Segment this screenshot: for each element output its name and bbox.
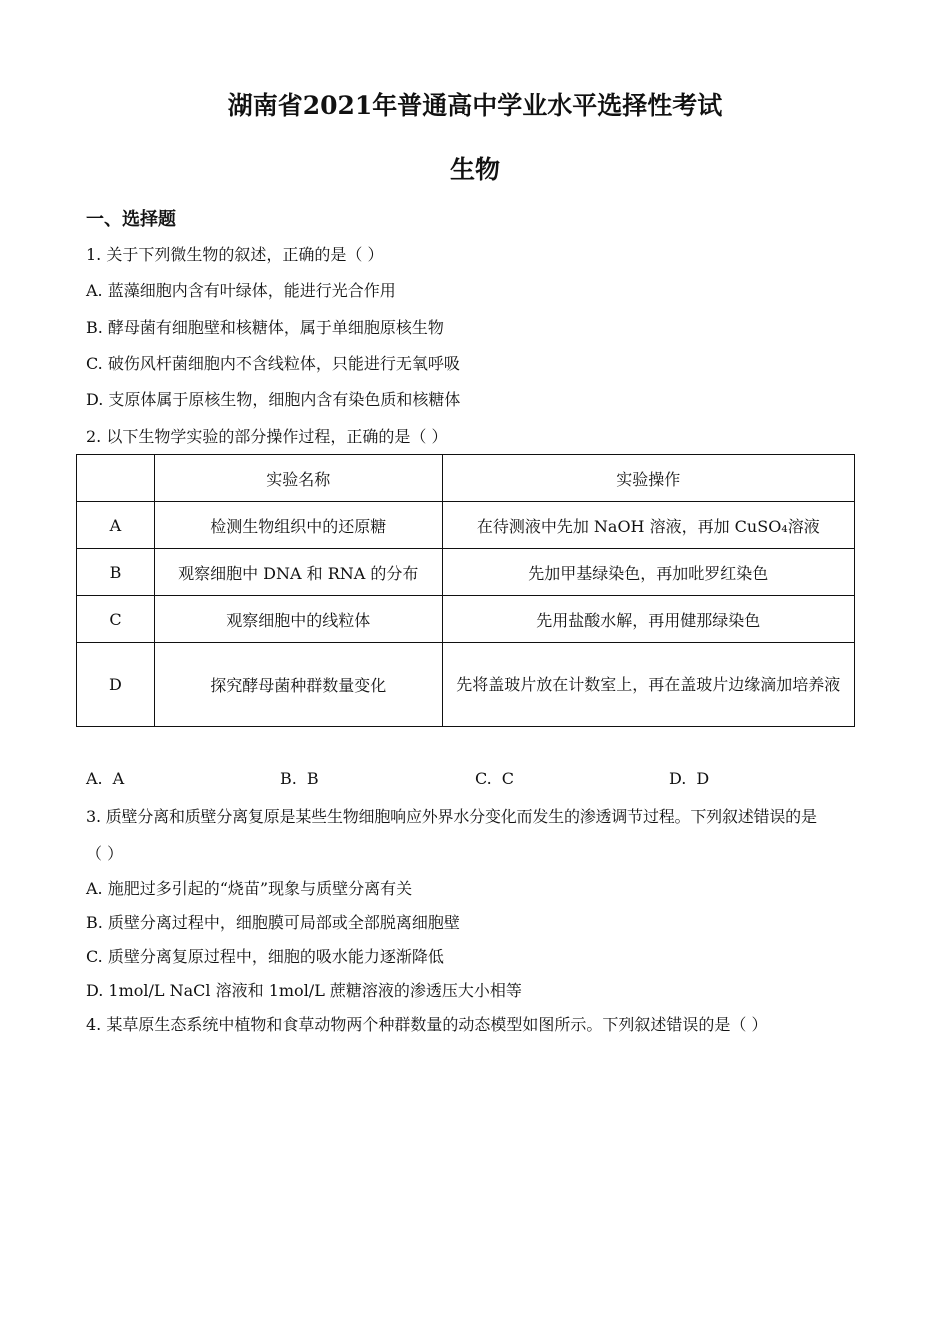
q1-option-c: C. 破伤风杆菌细胞内不含线粒体，只能进行无氧呼吸	[86, 354, 460, 373]
q1-option-d: D. 支原体属于原核生物，细胞内含有染色质和核糖体	[86, 390, 461, 409]
table-cell-operation: 在待测液中先加 NaOH 溶液，再加 CuSO₄溶液	[442, 502, 854, 549]
choice-key: B.	[280, 769, 297, 788]
section-heading: 一、选择题	[86, 209, 176, 230]
table-header-cell: 实验操作	[442, 455, 854, 502]
q3-stem-line1: 3. 质壁分离和质壁分离复原是某些生物细胞响应外界水分变化而发生的渗透调节过程。下列叙述错误的是	[86, 807, 817, 826]
q3-stem-line2: （ ）	[86, 844, 124, 863]
table-cell-label: C	[77, 596, 155, 643]
exam-title: 湖南省2021年普通高中学业水平选择性考试	[227, 91, 723, 120]
table-cell-experiment: 观察细胞中的线粒体	[154, 596, 442, 643]
table-row	[77, 502, 855, 549]
choice-value: C	[501, 769, 515, 788]
table-cell-operation: 先将盖玻片放在计数室上，再在盖玻片边缘滴加培养液	[442, 643, 854, 727]
table-cell-label: A	[77, 502, 155, 549]
choice-value: D	[696, 769, 710, 788]
table-cell-experiment: 检测生物组织中的还原糖	[154, 502, 442, 549]
table-row	[77, 549, 855, 596]
q2-choice-c	[475, 769, 514, 788]
table-cell-label: B	[77, 549, 155, 596]
q2-choice-b	[280, 769, 319, 788]
q2-choice-a	[86, 769, 124, 788]
q3-option-a: A. 施肥过多引起的“烧苗”现象与质壁分离有关	[86, 879, 413, 898]
table-cell-experiment: 观察细胞中 DNA 和 RNA 的分布	[154, 549, 442, 596]
subject-title: 生物	[449, 155, 500, 184]
table-row	[77, 596, 855, 643]
choice-key: D.	[669, 769, 687, 788]
q1-option-a: A. 蓝藻细胞内含有叶绿体，能进行光合作用	[86, 281, 396, 300]
q3-option-d: D. 1mol/L NaCl 溶液和 1mol/L 蔗糖溶液的渗透压大小相等	[86, 981, 522, 1000]
table-header-row	[77, 455, 855, 502]
choice-key: C.	[475, 769, 492, 788]
table-cell-experiment: 探究酵母菌种群数量变化	[154, 643, 442, 727]
choice-key: A.	[86, 769, 103, 788]
q2-stem: 2. 以下生物学实验的部分操作过程，正确的是（ ）	[86, 427, 448, 446]
table-row	[77, 643, 855, 727]
q3-option-b: B. 质壁分离过程中，细胞膜可局部或全部脱离细胞壁	[86, 913, 460, 932]
q1-stem: 1. 关于下列微生物的叙述，正确的是（ ）	[86, 245, 384, 264]
table-cell-operation: 先加甲基绿染色，再加吡罗红染色	[442, 549, 854, 596]
choice-value: A	[112, 769, 125, 788]
q2-choice-d	[669, 769, 709, 788]
table-header-cell	[77, 455, 155, 502]
table-header-cell: 实验名称	[154, 455, 442, 502]
table-cell-operation: 先用盐酸水解，再用健那绿染色	[442, 596, 854, 643]
q4-stem: 4. 某草原生态系统中植物和食草动物两个种群数量的动态模型如图所示。下列叙述错误的是（ ）	[86, 1015, 768, 1034]
choice-value: B	[306, 769, 319, 788]
q1-option-b: B. 酵母菌有细胞壁和核糖体，属于单细胞原核生物	[86, 318, 444, 337]
q3-option-c: C. 质壁分离复原过程中，细胞的吸水能力逐渐降低	[86, 947, 444, 966]
experiment-table	[76, 454, 855, 727]
table-cell-label: D	[77, 643, 155, 727]
